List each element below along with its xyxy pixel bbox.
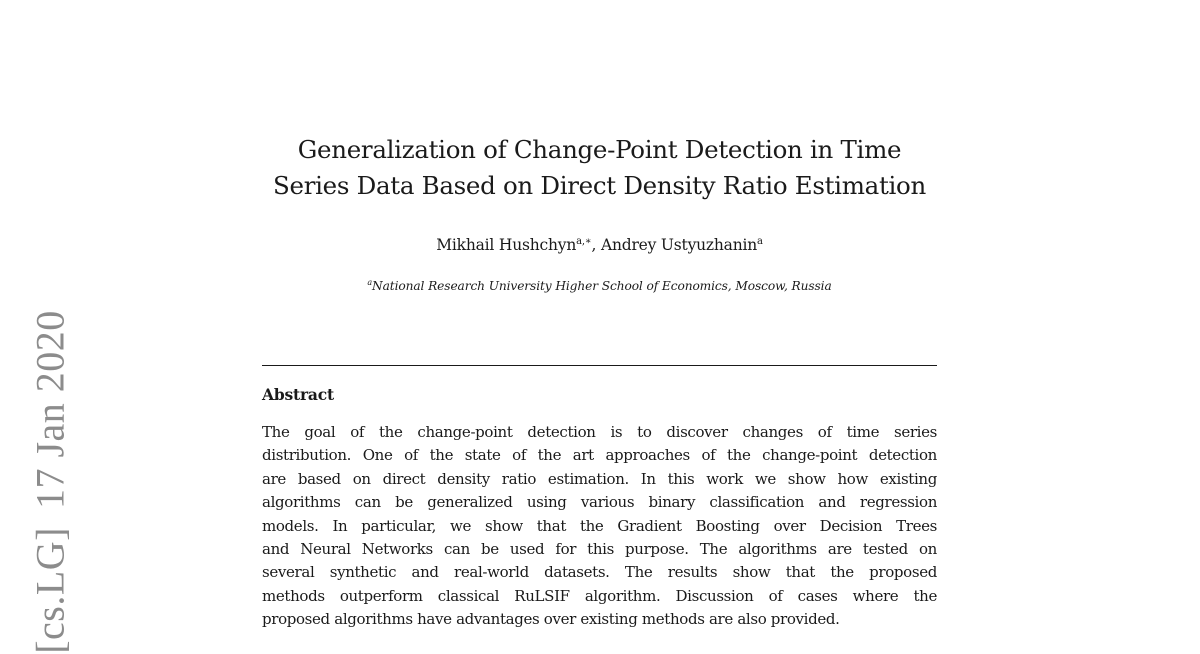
author-affiliation-mark: a,∗: [576, 236, 592, 247]
paper-title-text: [262, 132, 937, 204]
paper-title: [262, 132, 937, 204]
author-name: Mikhail Hushchyn: [436, 236, 577, 254]
abstract-line: and Neural Networks can be used for this purpose. The algorithms are tested on: [262, 539, 937, 558]
abstract-line: several synthetic and real-world datasets. The results show that the proposed: [262, 563, 937, 582]
author-list: [262, 236, 937, 254]
arxiv-category: [cs.LG]: [27, 527, 73, 654]
abstract-line: are based on direct density ratio estimation. In this work we show how existing: [262, 469, 937, 488]
horizontal-rule: [262, 365, 937, 366]
abstract-line: The goal of the change-point detection is to discover changes of time series: [262, 423, 937, 441]
arxiv-stamp: [0, 0, 90, 654]
abstract-line: models. In particular, we show that the Gradient Boosting over Decision Trees: [262, 516, 937, 535]
title-line: Generalization of Change-Point Detection in Time: [297, 135, 902, 164]
affiliation-mark: a: [367, 278, 373, 287]
abstract-line: algorithms can be generalized using various binary classification and regression: [262, 493, 937, 512]
abstract-line: proposed algorithms have advantages over existing methods are also provided.: [262, 610, 840, 629]
arxiv-date: 17 Jan 2020: [27, 310, 73, 510]
affiliation: [262, 278, 937, 293]
abstract-line: methods outperform classical RuLSIF algorithm. Discussion of cases where the: [262, 586, 937, 605]
author-affiliation-mark: a: [757, 236, 763, 247]
author-name: Andrey Ustyuzhanin: [600, 236, 758, 254]
abstract-body: [262, 421, 937, 632]
affiliation-text: National Research University Higher School of Economics, Moscow, Russia: [372, 279, 832, 293]
arxiv-stamp-text: [27, 310, 74, 654]
abstract-heading: Abstract: [262, 385, 334, 404]
abstract-line: distribution. One of the state of the art approaches of the change-point detection: [262, 446, 937, 465]
author-separator: ,: [591, 236, 601, 254]
title-line: Series Data Based on Direct Density Ratio Estimation: [273, 171, 926, 200]
